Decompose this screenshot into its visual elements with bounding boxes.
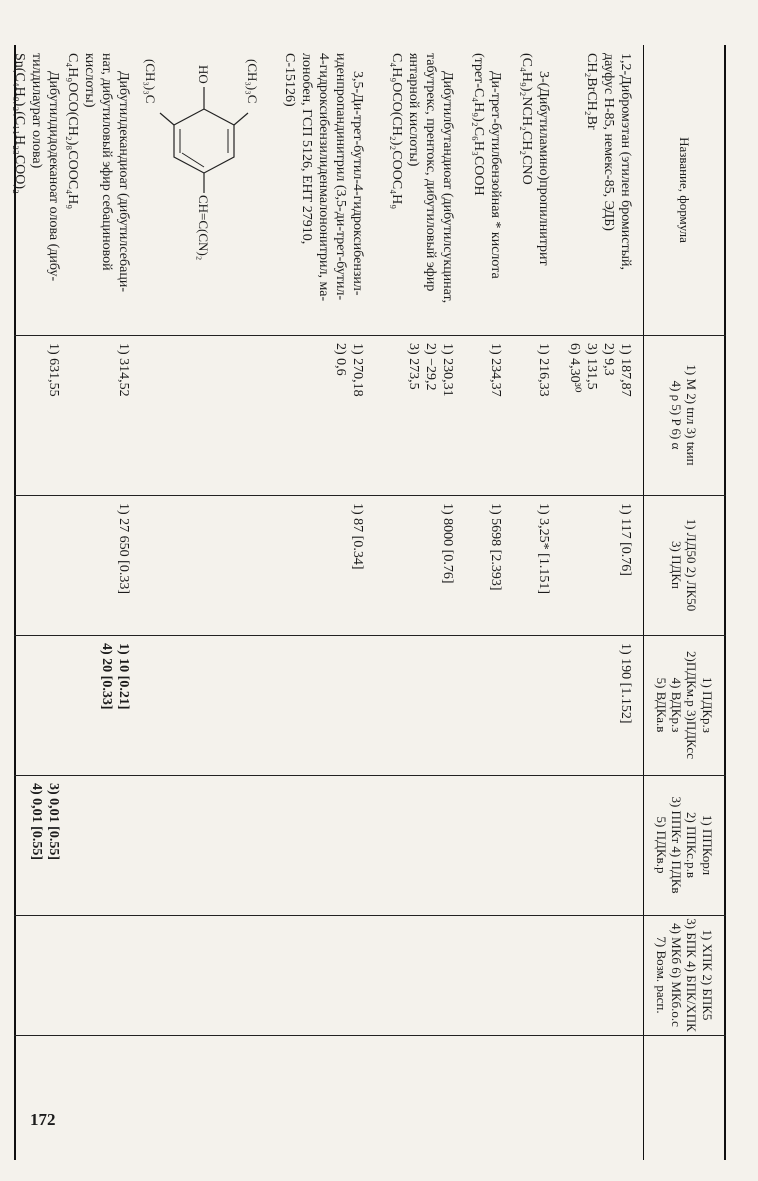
row-props-ditertbutylbenzoic [487,343,504,397]
header-bio-line: 1) ХПК 2) БПК5 [699,929,715,1021]
header-air [646,775,722,915]
name-line: кислоты) [81,53,97,108]
header-water-line: 4) ВДКр.з [669,677,684,733]
row-tox-dibromoethane [617,503,634,576]
prop-value: 1) 234,37 [488,343,503,397]
row-tox-ditertbutylbenzoic [487,503,504,591]
column-divider [14,635,726,636]
row-name-dibutylsuccinate [388,53,456,331]
header-water-line: 1) ПДКр.з [699,677,715,733]
data-table [11,45,726,1160]
row-name-dibutylaminopropylnitrite [518,53,552,331]
row-water-dibutylsebacate [98,643,132,710]
column-divider [14,1035,726,1036]
column-divider [14,775,726,776]
name-line: Дибутилбутандиоат (дибутилсукцинат, [440,71,455,304]
header-tox-line: 3) ПДКп [669,541,684,589]
header-water-line: 5) ВДКа.в [653,677,669,733]
header-air-line: 3) ППКт 4) ПДКв [669,796,684,894]
tox-value: 1) 3,25* [1.151] [536,503,551,594]
header-props-line: 4) ρ 5) P 6) α [669,380,684,450]
page-number: 172 [30,1110,56,1129]
prop-value: 2) 9,3 [600,343,616,376]
header-props-line: 1) M 2) tпл 3) tкип [684,364,700,466]
column-divider [14,495,726,496]
name-line: 1,2-Дибромэтан (этилен бромистый, [618,53,633,271]
row-water-dibromoethane [617,643,634,724]
row-tox-dibutylaminopropylnitrite [535,503,552,594]
header-props [646,335,722,495]
row-tox-malonobenzylidene [349,503,366,570]
prop-value: 1) 230,31 [440,343,455,397]
column-divider [14,335,726,336]
table-header-rule [643,45,644,1160]
name-line: иденпропандинитрил (3,5-ди-трет-бутил- [332,53,348,301]
water-value: 1) 10 [0.21] [116,643,131,710]
header-water [646,635,722,775]
row-air-dibutyltindilaurate [28,783,62,860]
header-bio-line: 3) БПК 4) БПК/ХПК [684,918,700,1032]
formula-line: C₄H₉OCO(CH₂)₈COOC₄H₉ [64,53,80,210]
prop-value: 1) 216,33 [536,343,551,397]
header-name-text: Название, формула [676,137,692,243]
header-tox [646,495,722,635]
prop-value: 2) 0,6 [332,343,348,376]
prop-value: 3) 273,5 [405,343,421,390]
name-line: 3,5-Ди-трет-бутил-4-гидроксибензил- [350,71,365,296]
tox-value: 1) 27 650 [0.33] [116,503,131,594]
row-name-ditertbutylbenzoic [470,53,504,331]
row-name-dibutylsebacate [64,53,132,331]
name-line: Дибутилдидодеканоат олова (дибу- [46,71,61,282]
row-props-dibutylsuccinate [405,343,456,397]
water-value: 4) 20 [0.33] [98,643,114,710]
structure-side-chain: CH=C(CN)₂ [196,195,211,261]
name-line: тилдилаурат олова) [28,53,44,169]
formula-line: CH₂BrCH₂Br [583,53,599,130]
header-bio-line: 7) Возм. расп. [653,936,669,1014]
structure-ho: HO [196,65,211,84]
formula-line: (трет-C₄H₉)₂C₆H₃COOH [470,53,486,196]
header-bio-line: 4) МКб 6) МКб.о.с [669,923,684,1027]
row-props-dibutyltindilaurate [45,343,62,397]
tox-value: 1) 8000 [0.76] [440,503,455,584]
chemical-structure [114,53,264,333]
prop-value: 6) 4,30³⁰ [566,343,582,393]
name-line: 4-гидроксибензилиденмалононитрил, ма- [315,53,331,302]
air-value: 4) 0,01 [0.55] [28,783,44,860]
name-line: C-15126) [281,53,297,107]
structure-tbu-bottom: (CH₃)₃C [143,59,158,104]
prop-value: 1) 270,18 [350,343,365,397]
structure-tbu-top: (CH₃)₃C [245,59,260,104]
header-air-line: 5) ПДКв.р [653,816,669,874]
row-props-dibutylaminopropylnitrite [535,343,552,397]
prop-value: 1) 187,87 [618,343,633,397]
row-name-dibromoethane [583,53,634,331]
table-top-rule [724,45,726,1160]
prop-value: 3) 131,5 [583,343,599,390]
row-props-dibutylsebacate [115,343,132,397]
row-name-dibutyltindilaurate [11,53,62,331]
name-line: табутрекс, прентокс, дибутиловый эфир [422,53,438,292]
header-air-line: 2) ППКс.р.в [684,811,700,879]
formula-line: (C₄H₉)₂NCH₂CH₂CNO [518,53,534,185]
header-name [646,45,722,335]
formula-line: Sn(C₄H₉)₂(C₁₁H₂₃COO)₂ [11,53,27,194]
tox-value: 1) 5698 [2.393] [488,503,503,591]
name-line: дауфус Н-85, немекс-85, ЭДБ) [600,53,616,231]
air-value: 3) 0,01 [0.55] [46,783,61,860]
row-props-dibromoethane [566,343,634,493]
name-line: Дибутилдекандиоат (дибутилсебаци- [116,71,131,292]
formula-line: C₄H₉OCO(CH₂)₂COOC₄H₉ [388,53,404,210]
row-tox-dibutylsebacate [115,503,132,594]
tox-value: 1) 117 [0.76] [618,503,633,576]
header-water-line: 2)ПДКм.р 3)ПДКсс [684,651,700,759]
name-line: лонобен, ГСП 5126, ЕНТ 27910, [298,53,314,245]
header-air-line: 1) ППКорл [699,814,715,876]
prop-value: 1) 314,52 [116,343,131,397]
name-line: нат, дибутиловый эфир себациновой [98,53,114,271]
name-line: янтарной кислоты) [405,53,421,167]
name-line: Ди-трет-бутилбензойная * кислота [488,71,503,279]
header-tox-line: 1) ЛД50 2) ЛК50 [684,518,700,612]
row-name-malonobenzylidene [281,53,366,331]
header-bio [646,915,722,1035]
prop-value: 2) −29,2 [422,343,438,391]
water-value: 1) 190 [1.152] [618,643,633,724]
name-line: 3-(Дибутиламино)пропилнитрит [536,71,551,266]
row-tox-dibutylsuccinate [439,503,456,584]
prop-value: 1) 631,55 [46,343,61,397]
column-divider [14,915,726,916]
tox-value: 1) 87 [0.34] [350,503,365,570]
row-props-malonobenzylidene [332,343,366,397]
